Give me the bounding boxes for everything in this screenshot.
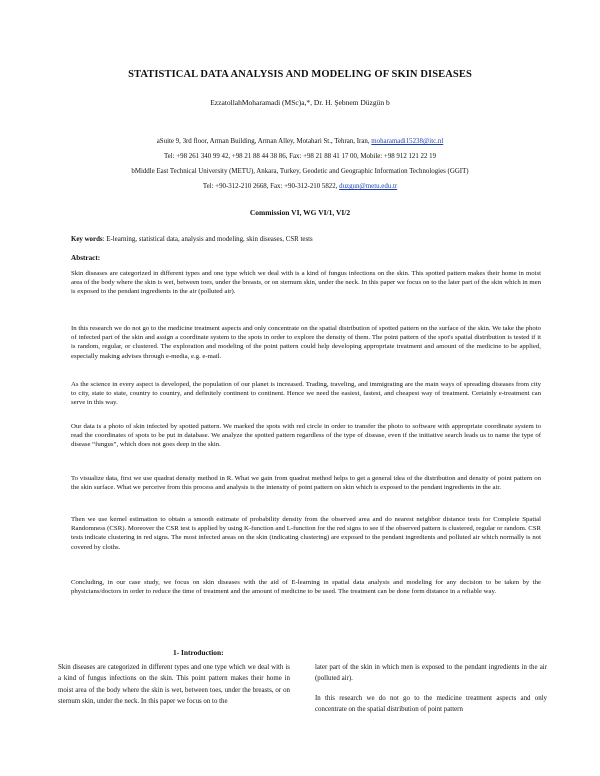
intro-paragraph: later part of the skin in which men is exposed to the pendant ingredients in the air (polluted air). — [315, 664, 547, 683]
section-heading-introduction: 1- Introduction: — [173, 648, 224, 657]
abstract-paragraph: Then we use kernel estimation to obtain a smooth estimate of probability density from the observed area and do nearest neighbor distance tests for Complete Spatial Randomness (CSR). Moreover the CSR test is applied by using K-function and L-function for the red signs to see if the observed pattern is clustered, regular or random. CSR tests indicate clustering in red signs. The most infected areas on the skin (indicating clustering) are exposed to the pendant ingredients and polluted air which normally is not covered by cloths. — [71, 516, 541, 551]
abstract-paragraph: Skin diseases are categorized in different types and one type which we deal with is a kind of fungus infections on the skin. This spotted pattern makes their home in moist area of the body where the skin is wet, between toes, under the breasts, or on sternum skin, under the neck. In this paper we focus on to the later part of the skin which in men is exposed to the pendant ingredients in the air (polluted air). — [71, 270, 541, 296]
abstract-paragraph: As the science in every aspect is developed, the population of our planet is increased. Trading, traveling, and immigrating are the main ways of spreading diseases from city to city, state to state, country to country, and definitely continent to continent. Hence we need the easiest, fastest, and cheapest way of treatment. Certainly e-treatment can serve in this way. — [71, 381, 541, 407]
affiliation-line-1 — [0, 138, 600, 145]
commission-line: Commission VI, WG VI/1, VI/2 — [249, 208, 351, 217]
keywords-label: Key words — [71, 236, 103, 243]
affiliation-address: aSuite 9, 3rd floor, Arman Building, Arman Alley, Motahari St., Tehran, Iran, — [156, 138, 372, 145]
affiliation-phone: Tel: +90-312-210 2668, Fax: +90-312-210 5822, — [202, 183, 340, 190]
affiliation-line-3: bMiddle East Technical University (METU), Ankara, Turkey, Geodetic and Geographic Information Technologies (GGIT) — [131, 168, 469, 175]
keywords-line — [71, 236, 541, 243]
intro-column-right — [315, 662, 547, 724]
intro-paragraph: In this research we do not go to the medicine treatment aspects and only concentrate on the spatial distribution of point pattern — [315, 694, 547, 714]
affiliation-line-4 — [0, 183, 600, 190]
intro-column-left — [58, 662, 290, 716]
abstract-paragraph: In this research we do not go to the medicine treatment aspects and only concentrate on the spatial distribution of spotted pattern on the surface of the skin. We take the photo of infected part of the skin and assign a coordinate system to the spots in order to explore the density of them. The point pattern of the spot's spatial distribution is tested if it is random, regular, or clustered. The exploration and modeling of the point pattern could help developing appropriate treatment and amount of the medicine to be applied, especially making advises through e-media, e.g. e-mail. — [71, 325, 541, 360]
paper-title: STATISTICAL DATA ANALYSIS AND MODELING OF SKIN DISEASES — [128, 69, 472, 80]
author-line: EzzatollahMoharamadi (MSc)a,*, Dr. H. Şebnem Düzgün b — [210, 98, 390, 107]
abstract-paragraph: Concluding, in our case study, we focus on skin diseases with the aid of E-learning in spatial data analysis and modeling for any decision to be taken by the physicians/doctors in order to reduce the time of treatment and the amount of medicine to be used. The treatment can be done form distance in a reliable way. — [71, 579, 541, 596]
abstract-heading: Abstract: — [71, 254, 101, 262]
intro-paragraph: Skin diseases are categorized in different types and one type which we deal with is a kind of fungus infections on the skin. This point pattern makes their home in moist area of the body where the skin is wet, between toes, under the breasts, or on sternum skin, under the neck. In this paper we focus on to the — [58, 664, 290, 706]
email-link-1[interactable]: moharamadi15238@itc.nl — [371, 138, 444, 145]
abstract-paragraph: To visualize data, first we use quadrat density method in R. What we gain from quadrat method helps to get a general idea of the distribution and density of point pattern on the skin surface. What we perceive from this process and analysis is the intensity of point pattern on skin which is exposed to the pendant ingredients in the air. — [71, 475, 541, 492]
email-link-2[interactable]: duzgun@metu.edu.tr — [339, 183, 398, 190]
keywords-text: : E-learning, statistical data, analysis and modeling, skin diseases, CSR tests — [102, 236, 313, 243]
abstract-paragraph: Our data is a photo of skin infected by spotted pattern. We marked the spots with red circle in order to transfer the photo to software with appropriate coordinate system to read the coordinates of spots to be put in database. We analyze the spotted pattern regardless of the type of disease, even if the initiative search leads us to name the type of disease “fungus”, which does not goes deep in the skin. — [71, 423, 541, 449]
affiliation-line-2: Tel: +98 261 340 99 42, +98 21 88 44 38 86, Fax: +98 21 88 41 17 00, Mobile: +98 912 121 22 19 — [163, 153, 437, 160]
